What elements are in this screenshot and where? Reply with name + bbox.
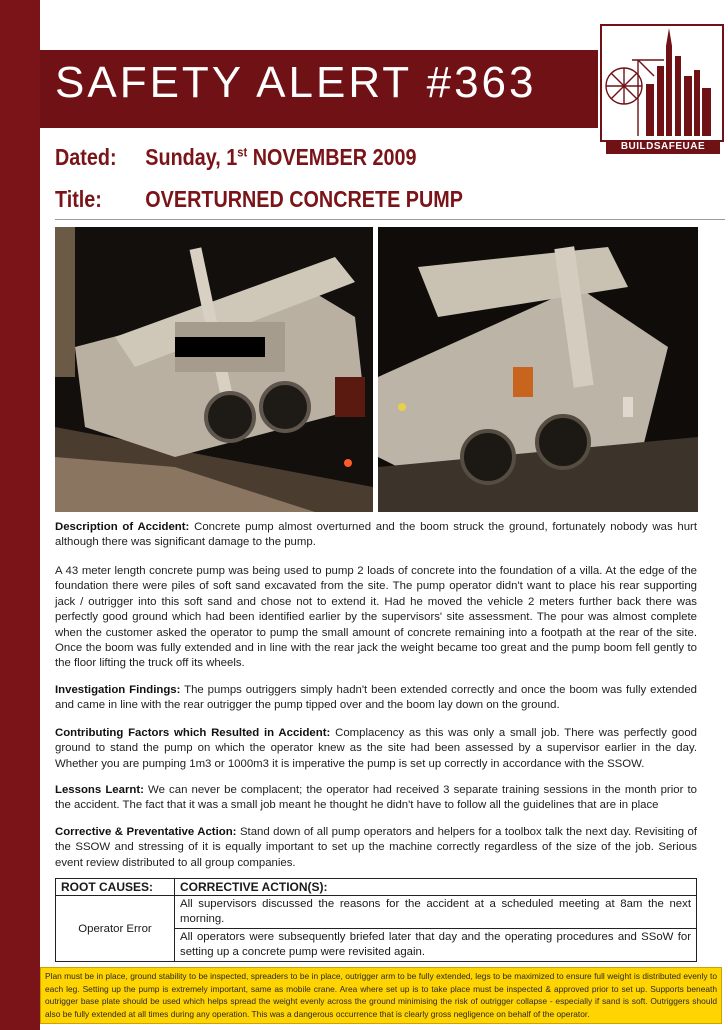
skyline-icon	[602, 26, 722, 140]
corrective-text: Stand down of all pump operators and helpers for a toolbox talk the next day. Revisiting of the SSOW and stressing of it is equally important to set up the machine correctly regardless of the size of the job. Serious event review distributed to all group companies.	[55, 826, 697, 869]
lessons-paragraph	[55, 783, 697, 814]
description-detail-text: A 43 meter length concrete pump was being used to pump 2 loads of concrete into the foundation of a villa. At the edge of the foundation there were piles of soft sand excavated from the site. The pump operator didn't want to place his rear supporting jack / outrigger into this soft sand and chose not to extend it. Had he moved the vehicle 2 meters further back there was perfectly good ground which had been identified earlier by the supervisors' site assessment. The pour was almost complete when the customer asked the operator to pump the small amount of concrete remaining into a footpath at the rear of the site. Once the boom was fully extended and in line with the rear jack the weight became too great and the pump boom fell gently to the floor lifting the truck off its wheels.	[55, 565, 697, 670]
investigation-heading: Investigation Findings:	[55, 684, 181, 696]
contributing-paragraph	[55, 726, 697, 772]
logo-wordmark: BUILDSAFEUAE	[606, 140, 720, 154]
header-root-causes: ROOT CAUSES:	[56, 879, 175, 896]
table-row	[56, 896, 697, 929]
safety-note-box	[40, 967, 722, 1024]
accident-photo-left	[55, 227, 373, 512]
left-accent-bar	[0, 0, 40, 1030]
corrective-action-2: All operators were subsequently briefed later that day and the operating procedures and SSoW for setting up a concrete pump were revisited again.	[175, 929, 697, 962]
contributing-text: Complacency as this was only a small job. There was perfectly good ground to stand the pump on which the operator knew as the site had been assessed by a supervisor earlier in the day. Whether you are pumping 1m3 or 1000m3 it is imperative the pump is set up correctly in accordance with the SSOW.	[55, 727, 697, 770]
lessons-heading: Lessons Learnt:	[55, 784, 144, 796]
buildsafe-logo	[600, 24, 724, 142]
dated-value-rest: NOVEMBER 2009	[247, 144, 417, 170]
title-row	[55, 186, 463, 213]
table-header-row	[56, 879, 697, 896]
corrective-heading: Corrective & Preventative Action:	[55, 826, 237, 838]
dated-row	[55, 144, 417, 171]
description-paragraph	[55, 520, 697, 551]
dated-value-suffix: st	[237, 144, 248, 160]
contributing-heading: Contributing Factors which Resulted in Accident:	[55, 727, 331, 739]
description-heading: Description of Accident:	[55, 521, 190, 533]
description-text: Concrete pump almost overturned and the boom struck the ground, fortunately nobody was hurt although there was significant damage to the pump.	[55, 521, 698, 549]
root-cause-cell: Operator Error	[56, 896, 175, 962]
header-corrective-actions: CORRECTIVE ACTION(S):	[175, 879, 697, 896]
safety-note-text: Plan must be in place, ground stability to be inspected, spreaders to be in place, outrigger arm to be fully extended, legs to be maximized to ensure full weight is distributed evenly to each leg. Setting up the pump is extremely important, same as mobile crane. Area where set up is to take place must be inspected & approved prior to set up. Supports beneath outrigger base plate should be used which helps spread the weight evenly across the ground minimising the risk of outrigger collapse - especially if sand is soft. Outriggers should also be fully extended at all times during any operation. This was a dangerous occurrence that is clearly gross negligence on behalf of the operator.	[45, 971, 717, 1019]
corrective-paragraph	[55, 825, 697, 871]
investigation-text: The pumps outriggers simply hadn't been extended correctly and once the boom was fully extended and came in line with the rear outrigger the pump tipped over and the boom lay down on the ground.	[55, 684, 698, 712]
title-value: OVERTURNED CONCRETE PUMP	[145, 186, 463, 212]
lessons-text: We can never be complacent; the operator had received 3 separate training sessions in the month prior to the accident. The fact that it was a small job meant he thought he didn't have to follow all the guidelines that are in place	[55, 784, 697, 812]
corrective-action-1: All supervisors discussed the reasons for the accident at a scheduled meeting at 8am the next morning.	[175, 896, 697, 929]
dated-label: Dated:	[55, 144, 117, 170]
accident-photo-right	[378, 227, 698, 512]
investigation-paragraph	[55, 683, 697, 714]
header-divider	[55, 219, 725, 220]
alert-title: SAFETY ALERT #363	[55, 58, 537, 107]
title-label: Title:	[55, 186, 102, 212]
dated-value-day: Sunday, 1	[145, 144, 238, 170]
root-cause-table	[55, 878, 697, 962]
description-detail-paragraph	[55, 564, 697, 672]
